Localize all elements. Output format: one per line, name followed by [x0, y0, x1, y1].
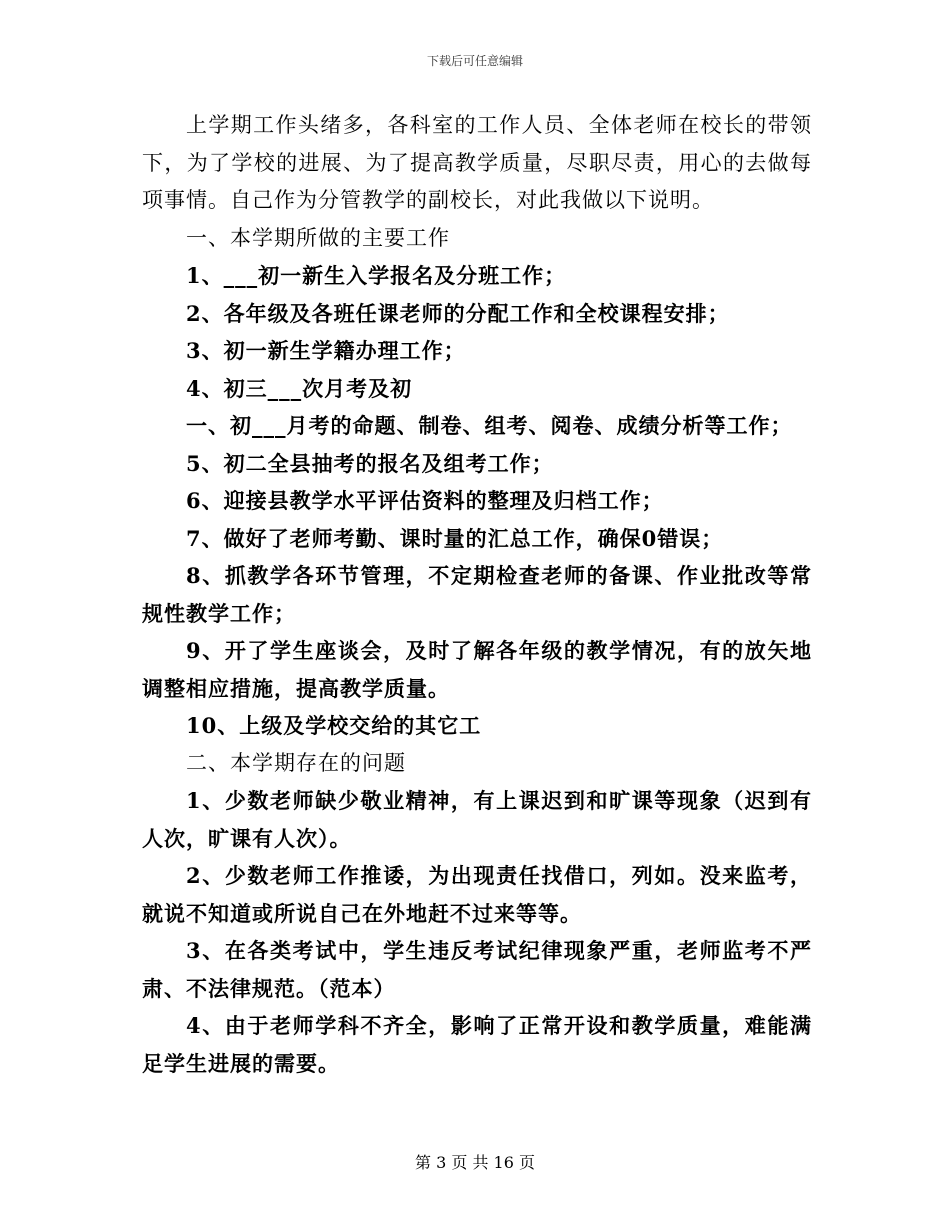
list-item: 3、在各类考试中，学生违反考试纪律现象严重，老师监考不严肃、不法律规范。（范本）: [142, 938, 812, 1001]
list-item: 7、做好了老师考勤、课时量的汇总工作，确保0错误；: [186, 525, 724, 551]
list-item: 4、由于老师学科不齐全，影响了正常开设和教学质量，难能满足学生进展的需要。: [142, 1013, 812, 1076]
intro-paragraph: 上学期工作头绪多，各科室的工作人员、全体老师在校长的带领下，为了学校的进展、为了提高教学质量，尽职尽责，用心的去做每项事情。自己作为分管教学的副校长，对此我做以下说明。: [142, 113, 812, 212]
section-heading-problems: 二、本学期存在的问题: [186, 750, 406, 775]
list-item: 一、初___月考的命题、制卷、组考、阅卷、成绩分析等工作；: [186, 413, 793, 438]
list-item: 2、各年级及各班任课老师的分配工作和全校课程安排；: [186, 300, 730, 326]
list-item: 8、抓教学各环节管理，不定期检查老师的备课、作业批改等常规性教学工作；: [142, 563, 812, 626]
list-item: 6、迎接县教学水平评估资料的整理及归档工作；: [186, 488, 664, 513]
list-item: 9、开了学生座谈会，及时了解各年级的教学情况，有的放矢地调整相应措施，提高教学质量。: [142, 638, 812, 701]
document-body: [142, 107, 812, 1082]
list-item: 1、___初一新生入学报名及分班工作；: [186, 263, 567, 288]
list-item: 2、少数老师工作推诿，为出现责任找借口，列如。没来监考，就说不知道或所说自己在外地赶不过来等等。: [142, 863, 812, 926]
list-item: 5、初二全县抽考的报名及组考工作；: [186, 450, 554, 476]
page-header-note: 下载后可任意编辑: [426, 54, 523, 68]
section-heading-main-work: 一、本学期所做的主要工作: [186, 225, 450, 250]
page-number: 第 3 页 共 16 页: [415, 1153, 535, 1172]
list-item: 1、少数老师缺少敬业精神，有上课迟到和旷课等现象（迟到有人次，旷课有人次）。: [142, 788, 812, 851]
list-item: 4、初三___次月考及初: [186, 375, 413, 401]
list-item: 10、上级及学校交给的其它工: [186, 713, 482, 738]
list-item: 3、初一新生学籍办理工作；: [186, 338, 466, 363]
